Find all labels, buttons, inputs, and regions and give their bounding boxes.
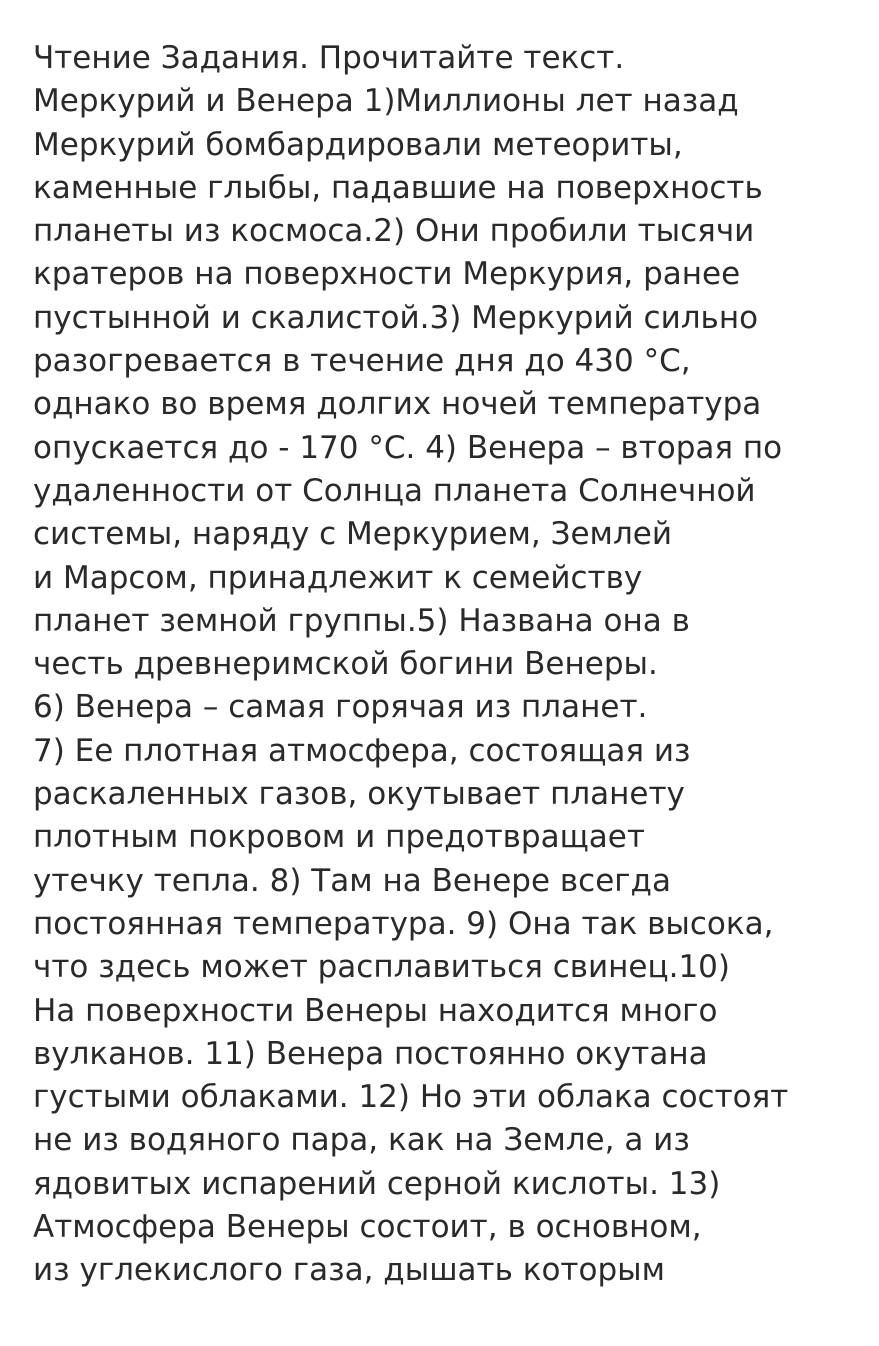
text-line: что здесь может расплавиться свинец.10)	[33, 949, 731, 986]
text-line: постоянная температура. 9) Она так высока,	[33, 905, 774, 942]
text-line: плотным покровом и предотвращает	[33, 819, 645, 856]
text-line: разогревается в течение дня до 430 °С,	[33, 343, 691, 380]
text-line: и Марсом, принадлежит к семейству	[33, 559, 643, 596]
text-line: каменные глыбы, падавшие на поверхность	[33, 169, 763, 206]
text-line: ядовитых испарений серной кислоты. 13)	[33, 1165, 721, 1202]
text-line: честь древнеримской богини Венеры.	[33, 646, 658, 683]
text-line: раскаленных газов, окутывает планету	[33, 776, 685, 813]
text-line: удаленности от Солнца планета Солнечной	[33, 472, 756, 509]
text-line: Меркурий и Венера 1)Миллионы лет назад	[33, 83, 739, 120]
text-line: планеты из космоса.2) Они пробили тысячи	[33, 213, 755, 250]
text-line: Меркурий бомбардировали метеориты,	[33, 126, 683, 163]
text-line: 6) Венера – самая горячая из планет.	[33, 689, 648, 726]
text-line: Чтение Задания. Прочитайте текст.	[33, 40, 625, 76]
text-line: кратеров на поверхности Меркурия, ранее	[33, 256, 741, 293]
text-line: планет земной группы.5) Названа она в	[33, 602, 690, 639]
text-line: однако во время долгих ночей температура	[33, 386, 762, 423]
text-line: На поверхности Венеры находится много	[33, 992, 718, 1029]
document-text	[33, 37, 853, 1293]
text-line: густыми облаками. 12) Но эти облака состоят	[33, 1079, 789, 1116]
text-line: 7) Ее плотная атмосфера, состоящая из	[33, 732, 691, 769]
text-line: системы, наряду с Меркурием, Землей	[33, 516, 672, 553]
text-line: Атмосфера Венеры состоит, в основном,	[33, 1209, 702, 1246]
text-line: не из водяного пара, как на Земле, а из	[33, 1122, 690, 1159]
text-line: из углекислого газа, дышать которым	[33, 1252, 665, 1289]
text-line: вулканов. 11) Венера постоянно окутана	[33, 1035, 708, 1072]
text-line: пустынной и скалистой.3) Меркурий сильно	[33, 299, 759, 336]
text-line: утечку тепла. 8) Там на Венере всегда	[33, 862, 671, 899]
text-line: опускается до - 170 °С. 4) Венера – вторая по	[33, 429, 783, 466]
